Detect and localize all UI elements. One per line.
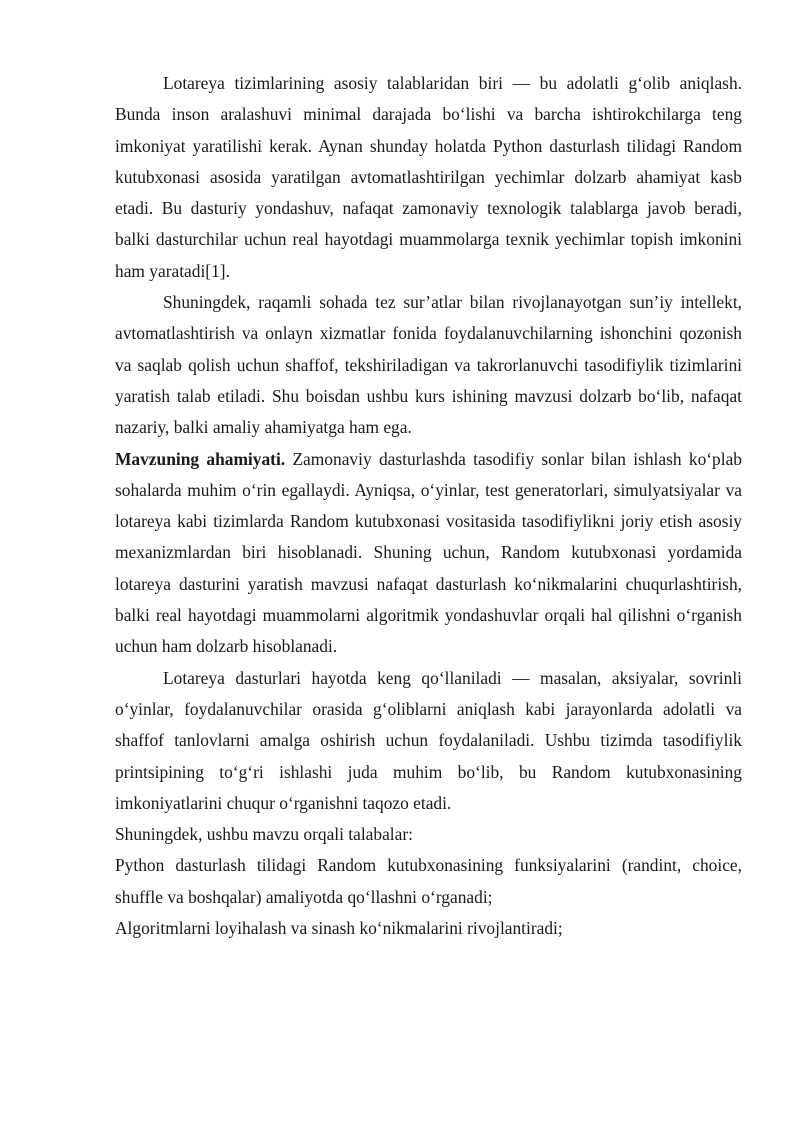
paragraph-students-intro: Shuningdek, ushbu mavzu orqali talabalar: — [115, 824, 413, 845]
list-item-algorithms: Algoritmlarni loyihalash va sinash koʻnikmalarini rivojlantiradi; — [115, 918, 563, 939]
importance-heading: Mavzuning ahamiyati. — [115, 448, 286, 469]
document-page — [115, 68, 742, 944]
paragraph-importance — [115, 444, 742, 663]
paragraph-applications: Lotareya dasturlari hayotda keng qoʻllaniladi — masalan, aksiyalar, sovrinli oʻyinlar, foydalanuvchilar orasida gʻoliblarni aniqlash kabi jarayonlarda adolatli va shaffof tanlovlarni amalga oshirish uchun foydalaniladi. Ushbu tizimda tasodifiylik printsipining toʻgʻri ishlashi juda muhim boʻlib, bu Random kutubxonasining imkoniyatlarini chuqur oʻrganishni taqozo etadi. — [115, 667, 742, 813]
importance-body: Zamonaviy dasturlashda tasodifiy sonlar bilan ishlash koʻplab sohalarda muhim oʻrin egallaydi. Ayniqsa, oʻyinlar, test generatorlari, simulyatsiyalar va lotareya kabi tizimlarda Random kutubxonasi vositasida tasodifiylikni joriy etish asosiy mexanizmlardan biri hisoblanadi. Shuning uchun, Random kutubxonasi yordamida lotareya dasturini yaratish mavzusi nafaqat dasturlash koʻnikmalarini chuqurlashtirish, balki real hayotdagi muammolarni algoritmik yondashuvlar orqali hal qilishni oʻrganish uchun ham dolzarb hisoblanadi. — [115, 448, 742, 657]
paragraph-intro: Lotareya tizimlarining asosiy talablaridan biri — bu adolatli gʻolib aniqlash. Bunda inson aralashuvi minimal darajada boʻlishi va barcha ishtirokchilarga teng imkoniyat yaratilishi kerak. Aynan shunday holatda Python dasturlash tilidagi Random kutubxonasi asosida yaratilgan avtomatlashtirilgan yechimlar dolzarb ahamiyat kasb etadi. Bu dasturiy yondashuv, nafaqat zamonaviy texnologik talablarga javob beradi, balki dasturchilar uchun real hayotdagi muammolarga texnik yechimlar topish imkonini ham yaratadi[1]. — [115, 73, 742, 281]
list-item-random-functions: Python dasturlash tilidagi Random kutubxonasining funksiyalarini (randint, choice, shuffle va boshqalar) amaliyotda qoʻllashni oʻrganadi; — [115, 855, 742, 907]
paragraph-relevance: Shuningdek, raqamli sohada tez sur’atlar bilan rivojlanayotgan sun’iy intellekt, avtomatlashtirish va onlayn xizmatlar fonida foydalanuvchilarning ishonchini qozonish va saqlab qolish uchun shaffof, tekshiriladigan va takrorlanuvchi tasodifiylik tizimlarini yaratish talab etiladi. Shu boisdan ushbu kurs ishining mavzusi dolzarb boʻlib, nafaqat nazariy, balki amaliy ahamiyatga ham ega. — [115, 292, 742, 438]
